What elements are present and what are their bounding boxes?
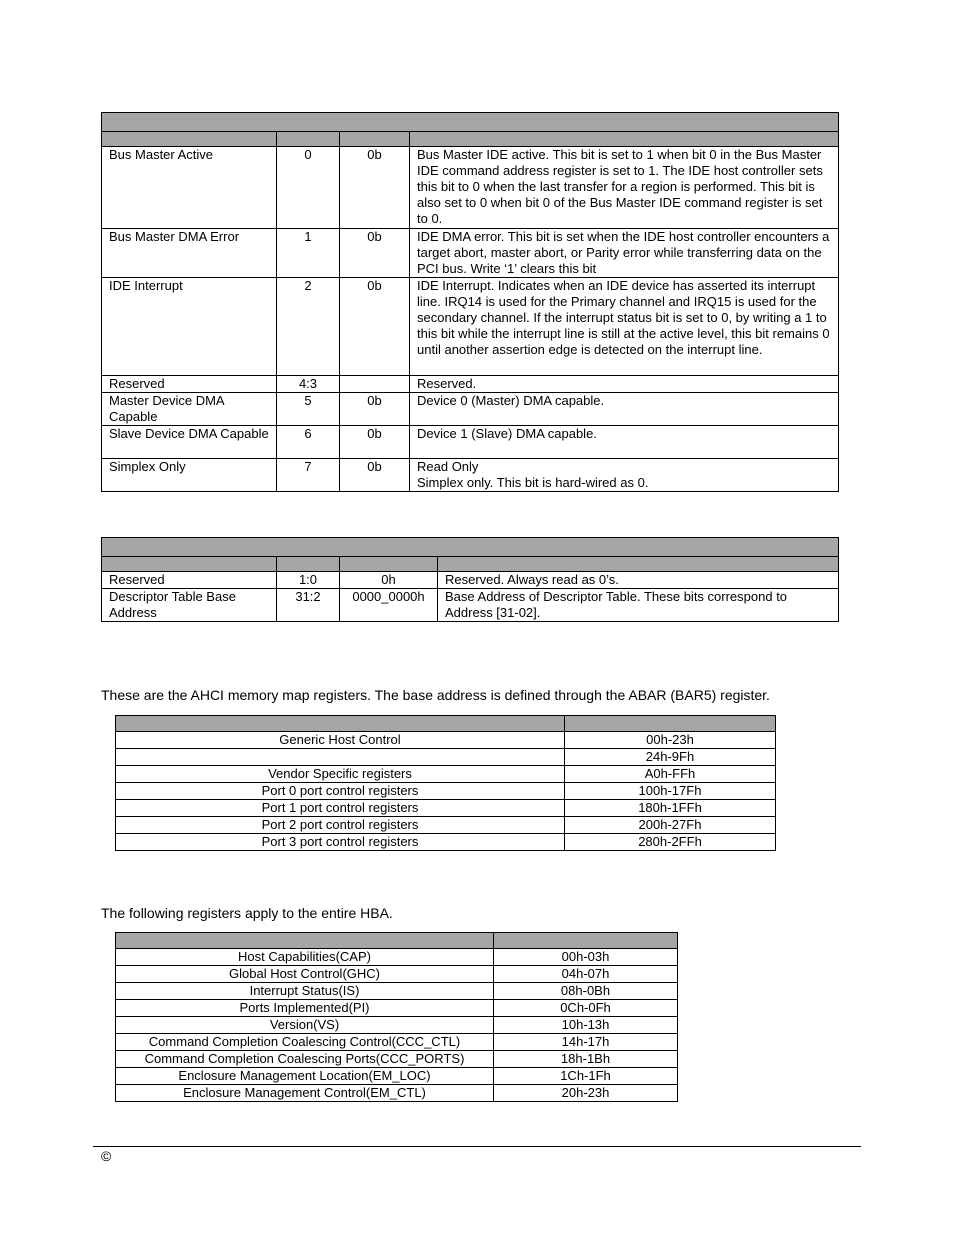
- description: Device 0 (Master) DMA capable.: [410, 393, 839, 426]
- table-row: [116, 1051, 678, 1068]
- table-row: [102, 393, 839, 426]
- bit-field: 7: [277, 459, 340, 492]
- description: Reserved.: [410, 376, 839, 393]
- table-row: [116, 834, 776, 851]
- table-row: [116, 800, 776, 817]
- table-row: [116, 1085, 678, 1102]
- offset-range: 00h-23h: [565, 732, 776, 749]
- table-header-row: [116, 716, 776, 732]
- table-row: [116, 949, 678, 966]
- copyright-symbol: ©: [101, 1148, 112, 1164]
- register-name: Simplex Only: [102, 459, 277, 492]
- description: IDE DMA error. This bit is set when the IDE host controller encounters a target abort, master abort, or Parity error while transferring data on the PCI bus. Write ‘1’ clears this bit: [410, 229, 839, 278]
- table-row: [116, 1034, 678, 1051]
- register-name: Generic Host Control: [116, 732, 565, 749]
- description: Device 1 (Slave) DMA capable.: [410, 426, 839, 459]
- default-value: 0000_0000h: [340, 589, 438, 622]
- description-line: Read Only: [417, 459, 479, 474]
- table-header-row: [116, 933, 678, 949]
- default-value: 0b: [340, 426, 410, 459]
- offset-range: 04h-07h: [494, 966, 678, 983]
- bmide-status-table: [101, 112, 839, 492]
- offset-range: 00h-03h: [494, 949, 678, 966]
- offset-range: 24h-9Fh: [565, 749, 776, 766]
- table-row: [116, 817, 776, 834]
- description: [410, 459, 839, 492]
- offset-range: 200h-27Fh: [565, 817, 776, 834]
- offset-range: A0h-FFh: [565, 766, 776, 783]
- description: Bus Master IDE active. This bit is set to 1 when bit 0 in the Bus Master IDE command address register is set to 1. The IDE host controller sets this bit to 0 when the last transfer for a region is performed. This bit is also set to 0 when bit 0 of the Bus Master IDE command register is set to 0.: [410, 147, 839, 229]
- table-row: [102, 147, 839, 229]
- table-header-row: [102, 132, 839, 147]
- offset-range: 100h-17Fh: [565, 783, 776, 800]
- register-name: [116, 749, 565, 766]
- description: Reserved. Always read as 0’s.: [438, 572, 839, 589]
- table-row: [116, 983, 678, 1000]
- register-name: Host Capabilities(CAP): [116, 949, 494, 966]
- offset-range: 1Ch-1Fh: [494, 1068, 678, 1085]
- table-row: [116, 966, 678, 983]
- bit-field: 4:3: [277, 376, 340, 393]
- default-value: 0b: [340, 278, 410, 376]
- register-name: Vendor Specific registers: [116, 766, 565, 783]
- register-name: Version(VS): [116, 1017, 494, 1034]
- hba-intro-paragraph: The following registers apply to the entire HBA.: [101, 905, 393, 921]
- hba-register-table: [115, 932, 678, 1102]
- register-name: Reserved: [102, 572, 277, 589]
- default-value: [340, 376, 410, 393]
- table-row: [102, 376, 839, 393]
- bmide-descriptor-table: [101, 537, 839, 622]
- table-row: [102, 278, 839, 376]
- register-name: Interrupt Status(IS): [116, 983, 494, 1000]
- bit-field: 1: [277, 229, 340, 278]
- table-title-band: [102, 538, 839, 557]
- register-name: Bus Master Active: [102, 147, 277, 229]
- table-row: [102, 459, 839, 492]
- register-name: Slave Device DMA Capable: [102, 426, 277, 459]
- register-name: Master Device DMA Capable: [102, 393, 277, 426]
- table-row: [116, 1000, 678, 1017]
- description: Base Address of Descriptor Table. These bits correspond to Address [31-02].: [438, 589, 839, 622]
- default-value: 0h: [340, 572, 438, 589]
- offset-range: 18h-1Bh: [494, 1051, 678, 1068]
- table-row: [116, 766, 776, 783]
- description-line: Simplex only. This bit is hard-wired as 0.: [417, 475, 649, 490]
- table-header-row: [102, 557, 839, 572]
- bit-field: 5: [277, 393, 340, 426]
- offset-range: 10h-13h: [494, 1017, 678, 1034]
- offset-range: 0Ch-0Fh: [494, 1000, 678, 1017]
- offset-range: 14h-17h: [494, 1034, 678, 1051]
- register-name: Command Completion Coalescing Control(CCC_CTL): [116, 1034, 494, 1051]
- register-name: Command Completion Coalescing Ports(CCC_PORTS): [116, 1051, 494, 1068]
- offset-range: 08h-0Bh: [494, 983, 678, 1000]
- register-name: Descriptor Table Base Address: [102, 589, 277, 622]
- register-name: Port 2 port control registers: [116, 817, 565, 834]
- table-row: [102, 229, 839, 278]
- table-title-band: [102, 113, 839, 132]
- default-value: 0b: [340, 393, 410, 426]
- register-name: Port 1 port control registers: [116, 800, 565, 817]
- table-row: [102, 572, 839, 589]
- table-row: [116, 732, 776, 749]
- register-name: Enclosure Management Location(EM_LOC): [116, 1068, 494, 1085]
- register-name: Ports Implemented(PI): [116, 1000, 494, 1017]
- footer-divider: [93, 1146, 861, 1147]
- register-name: Enclosure Management Control(EM_CTL): [116, 1085, 494, 1102]
- table-row: [102, 426, 839, 459]
- table-row: [116, 1017, 678, 1034]
- register-name: IDE Interrupt: [102, 278, 277, 376]
- bit-field: 6: [277, 426, 340, 459]
- ahci-memory-map-table: [115, 715, 776, 851]
- table-row: [102, 589, 839, 622]
- default-value: 0b: [340, 459, 410, 492]
- table-row: [116, 1068, 678, 1085]
- default-value: 0b: [340, 147, 410, 229]
- table-row: [116, 783, 776, 800]
- table-row: [116, 749, 776, 766]
- offset-range: 180h-1FFh: [565, 800, 776, 817]
- register-name: Bus Master DMA Error: [102, 229, 277, 278]
- bit-field: 1:0: [277, 572, 340, 589]
- register-name: Reserved: [102, 376, 277, 393]
- bit-field: 0: [277, 147, 340, 229]
- register-name: Global Host Control(GHC): [116, 966, 494, 983]
- register-name: Port 0 port control registers: [116, 783, 565, 800]
- offset-range: 20h-23h: [494, 1085, 678, 1102]
- offset-range: 280h-2FFh: [565, 834, 776, 851]
- ahci-intro-paragraph: These are the AHCI memory map registers. The base address is defined through the ABAR (BAR5) register.: [101, 687, 770, 703]
- description: IDE Interrupt. Indicates when an IDE device has asserted its interrupt line. IRQ14 is used for the Primary channel and IRQ15 is used for the secondary channel. If the interrupt status bit is set to 0, by writing a 1 to this bit while the interrupt line is still at the active level, this bit remains 0 until another assertion edge is detected on the interrupt line.: [410, 278, 839, 376]
- register-name: Port 3 port control registers: [116, 834, 565, 851]
- bit-field: 2: [277, 278, 340, 376]
- bit-field: 31:2: [277, 589, 340, 622]
- default-value: 0b: [340, 229, 410, 278]
